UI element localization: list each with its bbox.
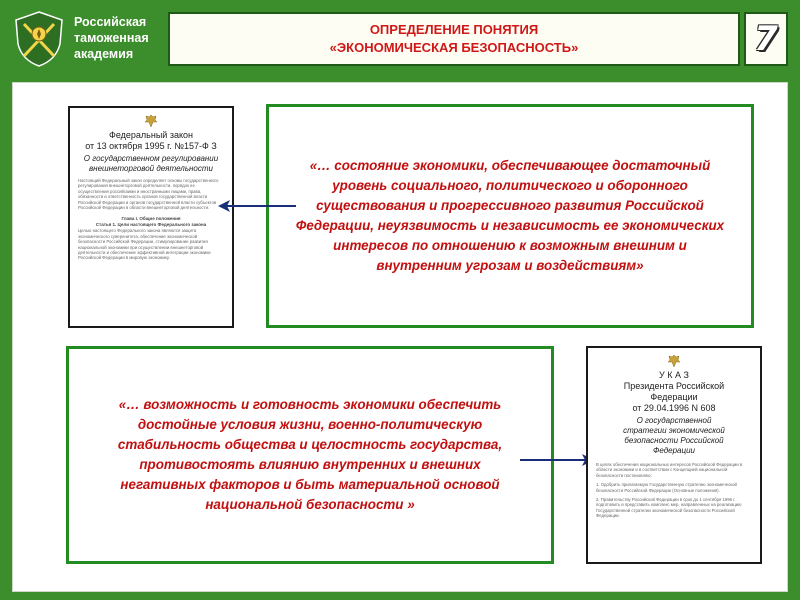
quote-top-text: «… состояние экономики, обеспечивающее достаточный уровень социального, политического и оборонного существования и прогрессивного развития Российской Федерации, неуязвимость и независимость ее экономических интересов по отношению к возможным внешним и внутренним угрозам и воздействиям» bbox=[295, 158, 725, 273]
law-chapter-text: Целью настоящего Федерального закона являются защита экономического суверенитета, обеспечение экономической безопасности Российской Федерации, стимулирование развития национальной экономики при осуществлении внешнеторговой деятельности и обеспечение эффективной интеграции экономики Российской Федерации в мировую экономику. bbox=[78, 228, 211, 261]
quote-bottom-text: «… возможность и готовность экономики обеспечить достойные условия жизни, военно-политическую стабильность общества и целостность государства, противостоять влиянию внутренних и внешних негативных факторов и быть материальной основой национальной безопасности » bbox=[117, 397, 503, 512]
eagle-crest-icon bbox=[144, 114, 158, 128]
decree-subtitle-4: Федерации bbox=[653, 446, 695, 455]
decree-text-2: 1. Одобрить прилагаемую Государственную стратегию экономической безопасности Российской Федерации (Основные положения). bbox=[596, 482, 737, 493]
economic-security-definition-decree bbox=[66, 346, 554, 564]
slide-number: 7 bbox=[754, 19, 778, 59]
title-line-1: ОПРЕДЕЛЕНИЕ ПОНЯТИЯ bbox=[369, 22, 539, 37]
arrow-left-icon bbox=[216, 198, 296, 214]
decree-subtitle-1: О государственной bbox=[636, 416, 712, 425]
decree-subtitle-3: безопасности Российской bbox=[624, 436, 724, 445]
law-preamble: Настоящий Федеральный закон определяет основы государственного регулирования внешнеторговой деятельности, порядок ее осуществления российскими и иностранными лицами, права, обязанности и ответственность органов государственной власти Российской Федерации и органов государственной власти субъектов Российской Федерации в области внешнеторговой деятельности. bbox=[78, 178, 219, 211]
law-type: Федеральный закон bbox=[109, 130, 193, 140]
eagle-crest-icon bbox=[667, 354, 681, 368]
law-chapter-2: Статья 1. Цели настоящего Федерального закона bbox=[95, 221, 207, 227]
arrow-right-icon bbox=[520, 452, 596, 468]
decree-issuer-2: Федерации bbox=[650, 392, 698, 402]
law-date: от 13 октября 1995 г. №157-Ф З bbox=[85, 141, 217, 151]
customs-academy-emblem bbox=[12, 10, 66, 68]
org-line-3: академия bbox=[74, 47, 134, 61]
decree-text-1: В целях обеспечения национальных интересов Российской Федерации в области экономики и в соответствии с Концепцией национальной безопасности постановляю: bbox=[596, 462, 743, 478]
federal-law-document bbox=[68, 106, 234, 328]
slide-number-box bbox=[744, 12, 788, 66]
economic-security-definition-law bbox=[266, 104, 754, 328]
law-chapter-1: Глава I. Общие положения bbox=[121, 216, 181, 222]
org-line-1: Российская bbox=[74, 15, 147, 29]
slide-title bbox=[168, 12, 740, 66]
decree-date: от 29.04.1996 N 608 bbox=[632, 403, 716, 413]
law-subtitle-1: О государственном регулировании bbox=[83, 154, 219, 163]
presidential-decree-document bbox=[586, 346, 762, 564]
decree-issuer: Президента Российской bbox=[623, 381, 725, 391]
law-subtitle-2: внешнеторговой деятельности bbox=[88, 164, 213, 173]
decree-type: У К А З bbox=[659, 370, 689, 380]
org-line-2: таможенная bbox=[74, 31, 149, 45]
organization-name bbox=[74, 14, 166, 62]
title-line-2: «ЭКОНОМИЧЕСКАЯ БЕЗОПАСНОСТЬ» bbox=[329, 40, 579, 55]
decree-text-3: 2. Правительству Российской Федерации в срок до 1 сентября 1996 г. подготовить и представить комплекс мер, направленных на реализацию Государственной стратегии экономической безопасности Российской Федерации. bbox=[596, 497, 742, 519]
decree-subtitle-2: стратегии экономической bbox=[623, 426, 725, 435]
